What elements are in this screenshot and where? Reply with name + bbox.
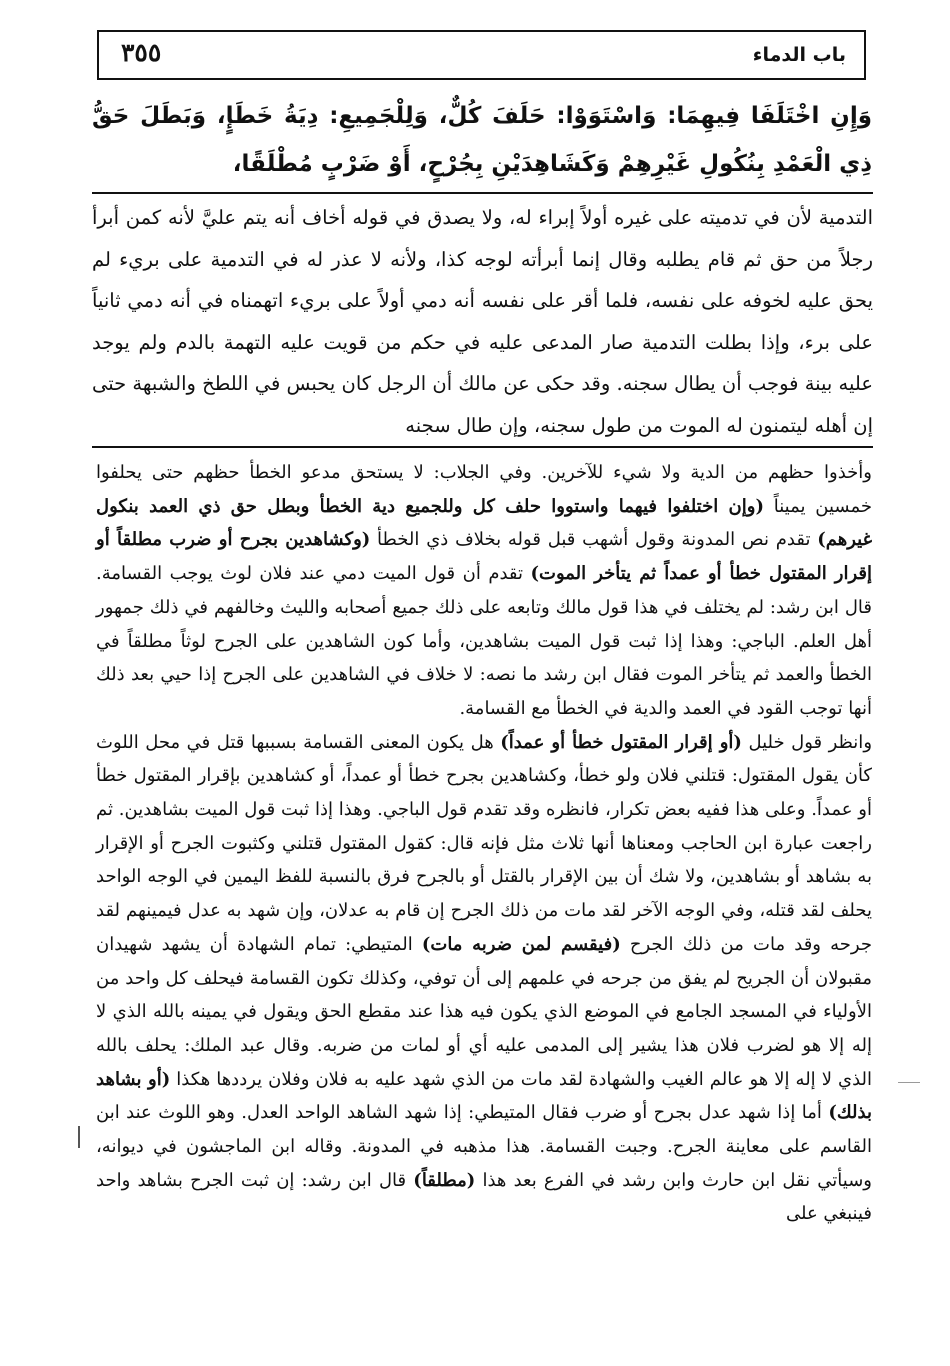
quoted-matn: (أو بشاهد بذلك) (96, 1068, 872, 1124)
footnotes (96, 456, 872, 1231)
quoted-matn: (وكشاهدين بجرح أو ضرب مطلقاً أو إقرار المقتول خطأ أو عمداً ثم يتأخر الموت) (96, 529, 872, 585)
quoted-matn: (فيقسم لمن ضربه مات) (421, 933, 621, 955)
quoted-matn: (أو إقرار المقتول خطأ أو عمداً) (500, 731, 742, 753)
chapter-title: باب الدماء (752, 44, 846, 66)
note-text: أما إذا شهد عدل بجرح أو ضرب فقال المتيطي: إذا شهد الشاهد الواحد العدل. وهو اللوث عند ابن القاسم على معاينة الجرح. وجبت القسامة. هذا مذهبه في المدونة. وقاله ابن الماجشون في ديوانه، وسيأتي نقل ابن حارث وابن رشد في الفرع بعد هذا (96, 1102, 872, 1191)
note-text: تقدم نص المدونة وقول أشهب قبل قوله بخلاف ذي الخطأ (370, 529, 818, 551)
note-text: المتيطي: تمام الشهادة أن يشهد شهيدان مقبولان أن الجريح لم يفق من جرحه في علمهم إلى أن توفي، وكذلك تكون القسامة فيحلف كل واحد من الأولياء في المسجد الجامع في الموضع الذي يكون فيه هذا عند مقطع الحق ويقول في يمينه بالله الذي لا إله إلا هو لضرب فلان هذا يشير إلى المدمى عليه أي أو لمات من ضربه. وقال عبد الملك: يحلف بالله الذي لا إله إلا هو عالم الغيب والشهادة لقد مات من الذي شهد عليه به فلان وفلان يرددها هكذا (96, 933, 873, 1090)
commentary-text: التدمية لأن في تدميته على غيره أولاً إبراء له، ولا يصدق في قوله أخاف أنه يتم عليَّ لأنه كمن أبرأ رجلاً من حق ثم قام يطلبه وقال إنما أبرأته لوجه كذا، ولأنه لا عذر له في التدمية على بريء لم يحق عليه لخوفه على نفسه، فلما أقر على نفسه أنه دمي أولاً على بريء اتهمناه في أنه دمي ثانياً على برء، وإذا بطلت التدمية صار المدعى عليه في حكم من قويت عليه التهمة بالدم ولم يوجد عليه بينة فوجب أن يطال سجنه. وقد حكى عن مالك أن الرجل كان يحبس في اللطخ والشبهة حتى إن أهله ليتمنون له الموت من طول سجنه، وإن طال سجنه (92, 206, 873, 437)
note-text: هل يكون المعنى القسامة بسببها قتل في محل اللوث كأن يقول المقتول: قتلني فلان ولو خطأ، وكشاهدين بجرح خطأ أو عمداً، أو كشاهدين بإقرار المقتول خطأ أو عمداً. وعلى هذا ففيه بعض تكرار، فانظره وقد تقدم قول الباجي. وهذا إذا ثبت قول الميت بشاهدين. ثم راجعت عبارة ابن الحاجب ومعناها أنها ثلاث مثل فإنه قال: كقول المقتول قتلني وكثبوت الجرح أو الإقرار به بشاهد أو بشاهدين، ولا شك أن بين الإقرار بالقتل أو بالجرح فرق بالنسبة للفظ اليمين في الوجه الواحد يحلف لقد قتله، وفي الوجه الآخر لقد مات من ذلك الجرح إن قام به عدلان، وإن شهد به عدل فيمينهم لقد جرحه وقد مات من ذلك الجرح (96, 731, 872, 955)
divider-notes (92, 446, 873, 448)
main-text: وَإِنِ اخْتَلَفَا فِيهِمَا: وَاسْتَوَوْا: حَلَفَ كُلٌّ، وَلِلْجَمِيعِ: دِيَةُ خَطَإٍ، وَبَطَلَ حَقُّ ذِي الْعَمْدِ بِنُكُولِ غَيْرِهِمْ وَكَشَاهِدَيْنِ بِجُرْحٍ، أَوْ ضَرْبٍ مُطْلَقًا، (92, 103, 872, 177)
divider-top (92, 192, 873, 194)
page-number: ٣٥٥ (121, 38, 162, 67)
quoted-matn: (مطلقاً) (413, 1169, 476, 1191)
note-text: قال ابن رشد: إن ثبت الجرح بشاهد واحد فينبغي على (96, 1169, 872, 1225)
footnote-paragraph (96, 726, 872, 1232)
margin-mark (898, 1082, 920, 1083)
quoted-matn: (وإن اختلفوا فيهما واستووا حلف كل وللجميع دية الخطأ وبطل حق ذي العمد بنكول غيرهم) (96, 495, 872, 551)
note-text: وانظر قول خليل (741, 731, 873, 753)
note-text: تقدم أن قول الميت دمي عند فلان لوث يوجب القسامة. قال ابن رشد: لم يختلف في هذا قول مالك وتابعه على ذلك جميع أصحابه والليث وخالفهم في ذلك جمهور أهل العلم. الباجي: وهذا إذا ثبت قول الميت بشاهدين، وأما كون الشاهدين على الجرح لوثاً مطلقاً في الخطأ والعمد ثم يتأخر الموت فقال ابن رشد ما نصه: لا خلاف في الشاهدين على الجرح إذا حيي بعد ذلك أنها توجب القود في العمد والدية في الخطأ مع القسامة. (96, 563, 872, 719)
note-text: وأخذوا حظهم من الدية ولا شيء للآخرين. وفي الجلاب: لا يستحق مدعو الخطأ حظهم حتى يحلفوا خمسين يميناً (96, 462, 872, 517)
footnote-paragraph (96, 456, 872, 726)
page-header (97, 30, 866, 80)
margin-mark (78, 1126, 80, 1148)
